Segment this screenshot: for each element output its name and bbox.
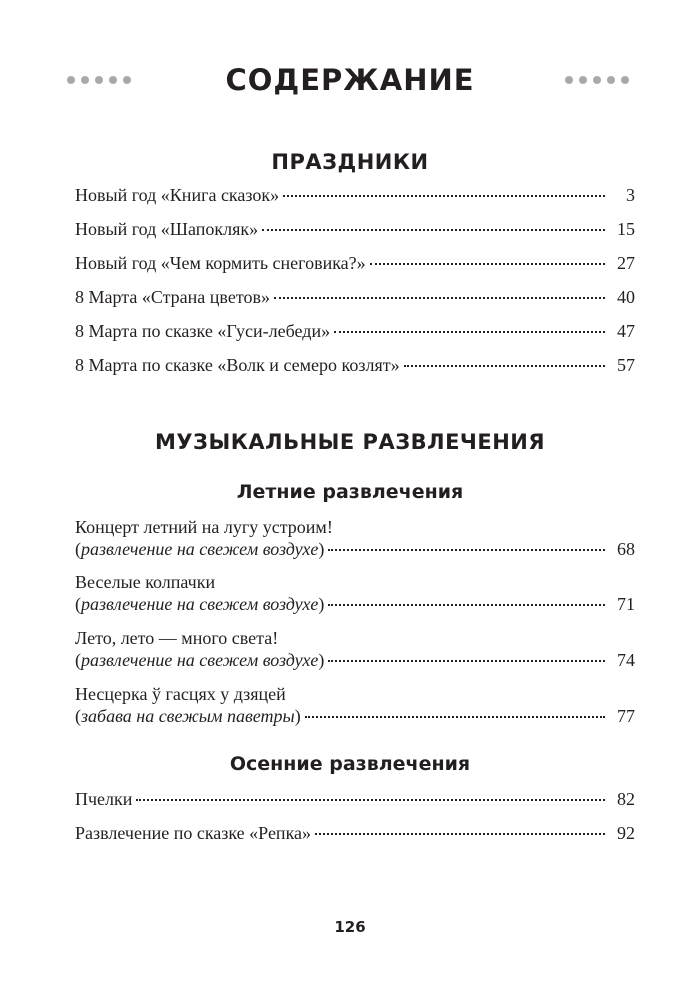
dot-leader <box>262 229 605 231</box>
dot-leader <box>328 549 605 551</box>
entry-page: 77 <box>617 706 635 726</box>
dot-leader <box>334 331 605 333</box>
toc-entry[interactable] <box>75 822 635 844</box>
section-heading-music: МУЗЫКАЛЬНЫЕ РАЗВЛЕЧЕНИЯ <box>154 430 546 454</box>
entry-page: 47 <box>617 321 635 341</box>
title-row <box>0 58 700 102</box>
toc-entry[interactable] <box>75 286 635 308</box>
entry-page: 27 <box>617 253 635 273</box>
page-number: 126 <box>334 918 366 936</box>
entry-note: (развлечение на свежем воздухе) <box>75 650 325 670</box>
dot-leader <box>328 660 605 662</box>
entry-title: Лето, лето — много света! <box>75 628 279 648</box>
entry-title: Новый год «Книга сказок» <box>75 185 280 205</box>
entry-title: Развлечение по сказке «Репка» <box>75 823 312 843</box>
section-heading-holidays: ПРАЗДНИКИ <box>271 150 429 174</box>
dot-leader <box>283 195 605 197</box>
dot-leader <box>305 716 605 718</box>
entry-note: (развлечение на свежем воздухе) <box>75 594 325 614</box>
entry-title: 8 Марта по сказке «Гуси-лебеди» <box>75 321 331 341</box>
dot-leader <box>136 799 605 801</box>
entry-title: 8 Марта «Страна цветов» <box>75 287 270 307</box>
toc-entry[interactable] <box>75 252 635 274</box>
toc-entry[interactable] <box>75 627 635 671</box>
toc-entry[interactable] <box>75 683 635 727</box>
toc-entry[interactable] <box>75 184 635 206</box>
entry-page: 92 <box>617 823 635 843</box>
toc-entry[interactable] <box>75 788 635 810</box>
toc-entry[interactable] <box>75 354 635 376</box>
entry-page: 71 <box>617 594 635 614</box>
dot-leader <box>404 365 605 367</box>
subsection-heading-autumn: Осенние развлечения <box>229 753 471 775</box>
entry-page: 15 <box>617 219 635 239</box>
dot-leader <box>370 263 605 265</box>
dot-leader <box>274 297 605 299</box>
entry-title: Новый год «Шапокляк» <box>75 219 259 239</box>
subsection-heading-summer: Летние развлечения <box>236 481 464 503</box>
right-dots-ornament <box>565 76 629 84</box>
page-title: СОДЕРЖАНИЕ <box>225 63 475 97</box>
entry-title: Пчелки <box>75 789 133 809</box>
dot-leader <box>315 833 605 835</box>
entry-page: 3 <box>626 185 635 205</box>
toc-entry[interactable] <box>75 320 635 342</box>
entry-title: Новый год «Чем кормить снеговика?» <box>75 253 366 273</box>
entry-page: 82 <box>617 789 635 809</box>
entry-note: (забава на свежым паветры) <box>75 706 301 726</box>
toc-entry[interactable] <box>75 516 635 560</box>
entry-title: Несцерка ў гасцях у дзяцей <box>75 684 286 704</box>
entry-title: Веселые колпачки <box>75 572 216 592</box>
entry-title: 8 Марта по сказке «Волк и семеро козлят» <box>75 355 400 375</box>
entry-title: Концерт летний на лугу устроим! <box>75 517 333 537</box>
entry-page: 68 <box>617 539 635 559</box>
entry-page: 40 <box>617 287 635 307</box>
entry-page: 57 <box>617 355 635 375</box>
toc-entry[interactable] <box>75 571 635 615</box>
toc-entry[interactable] <box>75 218 635 240</box>
dot-leader <box>328 604 605 606</box>
entry-note: (развлечение на свежем воздухе) <box>75 539 325 559</box>
entry-page: 74 <box>617 650 635 670</box>
